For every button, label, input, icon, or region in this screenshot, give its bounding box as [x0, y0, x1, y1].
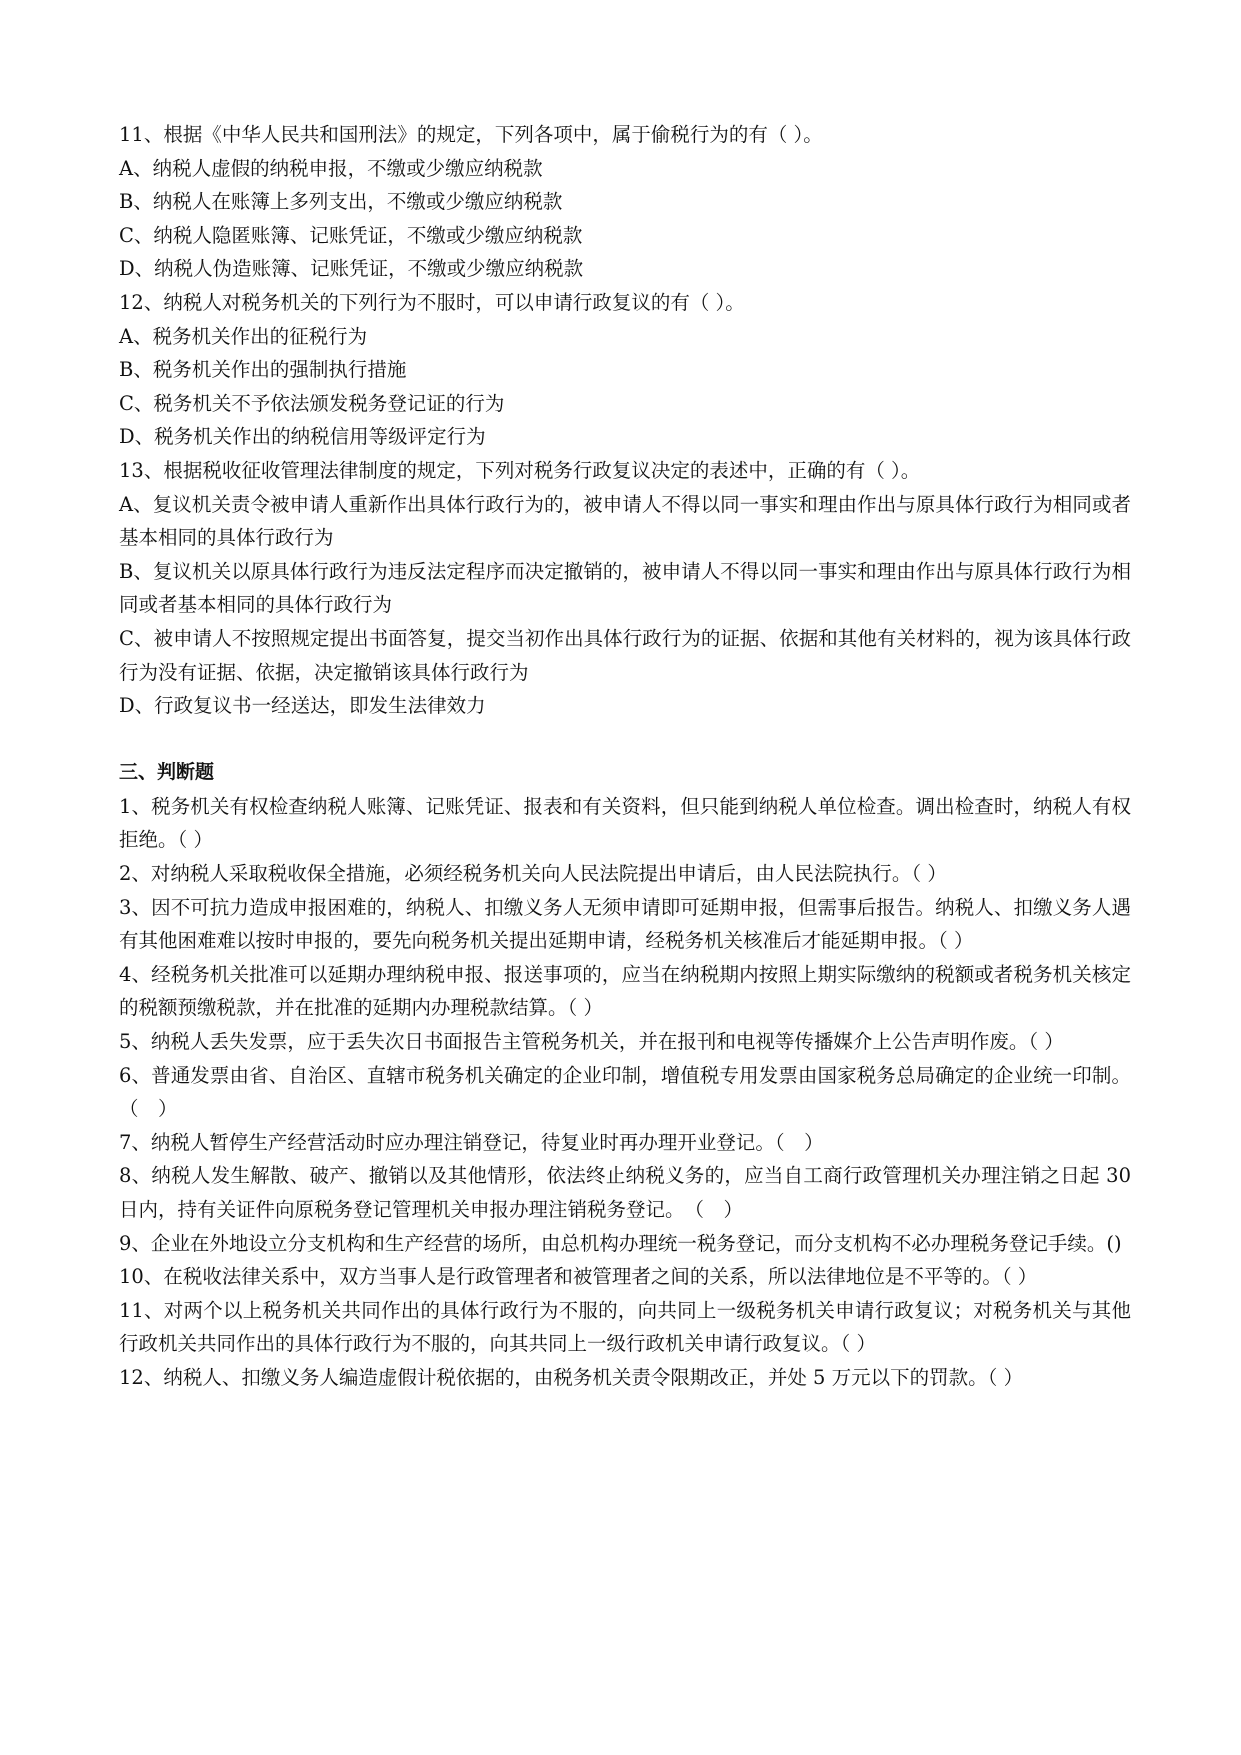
section-spacer — [119, 723, 1131, 757]
question-stem: 11、根据《中华人民共和国刑法》的规定，下列各项中，属于偷税行为的有（ ）。 — [119, 123, 823, 146]
tf-question: 12、纳税人、扣缴义务人编造虚假计税依据的，由税务机关责令限期改正，并处 5 万元以下的罚款。（ ） — [119, 1365, 1024, 1389]
tf-question: 6、普通发票由省、自治区、直辖市税务机关确定的企业印制，增值税专用发票由国家税务总局确定的企业统一印制。（ ） — [119, 1063, 1131, 1121]
option-b: B、税务机关作出的强制执行措施 — [119, 358, 407, 382]
true-false-list — [119, 790, 1138, 1395]
section-title: 三、判断题 — [119, 761, 215, 784]
question-stem: 12、纳税人对税务机关的下列行为不服时，可以申请行政复议的有（ ）。 — [119, 290, 745, 314]
tf-question: 9、企业在外地设立分支机构和生产经营的场所，由总机构办理统一税务登记，而分支机构不必办理税务登记手续。() — [119, 1231, 1122, 1255]
tf-question: 2、对纳税人采取税收保全措施，必须经税务机关向人民法院提出申请后，由人民法院执行。（ ） — [119, 862, 947, 886]
option-d: D、税务机关作出的纳税信用等级评定行为 — [119, 425, 486, 449]
option-b: B、纳税人在账簿上多列支出，不缴或少缴应纳税款 — [119, 190, 563, 214]
option-c: C、被申请人不按照规定提出书面答复，提交当初作出具体行政行为的证据、依据和其他有关材料的，视为该具体行政行为没有证据、依据，决定撤销该具体行政行为 — [119, 626, 1131, 684]
question-11 — [119, 118, 1131, 286]
question-stem: 13、根据税收征收管理法律制度的规定，下列对税务行政复议决定的表述中，正确的有（ ）。 — [119, 458, 921, 482]
option-d: D、行政复议书一经送达，即发生法律效力 — [119, 694, 486, 718]
tf-question: 5、纳税人丢失发票，应于丢失次日书面报告主管税务机关，并在报刊和电视等传播媒介上公告声明作废。（ ） — [119, 1030, 1064, 1054]
tf-question: 11、对两个以上税务机关共同作出的具体行政行为不服的，向共同上一级税务机关申请行政复议；对税务机关与其他行政机关共同作出的具体行政行为不服的，向其共同上一级行政机关申请行政复议。（ ） — [119, 1298, 1131, 1356]
option-b: B、复议机关以原具体行政行为违反法定程序而决定撤销的，被申请人不得以同一事实和理由作出与原具体行政行为相同或者基本相同的具体行政行为 — [119, 559, 1131, 617]
tf-question: 7、纳税人暂停生产经营活动时应办理注销登记，待复业时再办理开业登记。（ ） — [119, 1130, 824, 1154]
tf-question: 1、税务机关有权检查纳税人账簿、记账凭证、报表和有关资料，但只能到纳税人单位检查。调出检查时，纳税人有权拒绝。（ ） — [119, 794, 1131, 852]
option-a: A、税务机关作出的征税行为 — [119, 324, 368, 348]
option-a: A、纳税人虚假的纳税申报，不缴或少缴应纳税款 — [119, 156, 543, 180]
option-d: D、纳税人伪造账簿、记账凭证，不缴或少缴应纳税款 — [119, 257, 584, 281]
question-12 — [119, 286, 1131, 454]
tf-question: 8、纳税人发生解散、破产、撤销以及其他情形，依法终止纳税义务的，应当自工商行政管理机关办理注销之日起 30 日内，持有关证件向原税务登记管理机关申报办理注销税务登记。 （ ） — [119, 1164, 1138, 1221]
tf-question: 3、因不可抗力造成申报困难的，纳税人、扣缴义务人无须申请即可延期申报，但需事后报告。纳税人、扣缴义务人遇有其他困难难以按时申报的，要先向税务机关提出延期申请，经税务机关核准后才能延期申报。（ ） — [119, 895, 1131, 953]
option-a: A、复议机关责令被申请人重新作出具体行政行为的，被申请人不得以同一事实和理由作出与原具体行政行为相同或者基本相同的具体行政行为 — [119, 492, 1131, 550]
tf-question: 10、在税收法律关系中，双方当事人是行政管理者和被管理者之间的关系，所以法律地位是不平等的。（ ） — [119, 1265, 1038, 1289]
option-c: C、税务机关不予依法颁发税务登记证的行为 — [119, 391, 505, 415]
tf-question: 4、经税务机关批准可以延期办理纳税申报、报送事项的，应当在纳税期内按照上期实际缴纳的税额或者税务机关核定的税额预缴税款，并在批准的延期内办理税款结算。（ ） — [119, 962, 1131, 1020]
option-c: C、纳税人隐匿账簿、记账凭证，不缴或少缴应纳税款 — [119, 223, 583, 247]
page-content — [119, 118, 1138, 1395]
question-13 — [119, 454, 1131, 723]
